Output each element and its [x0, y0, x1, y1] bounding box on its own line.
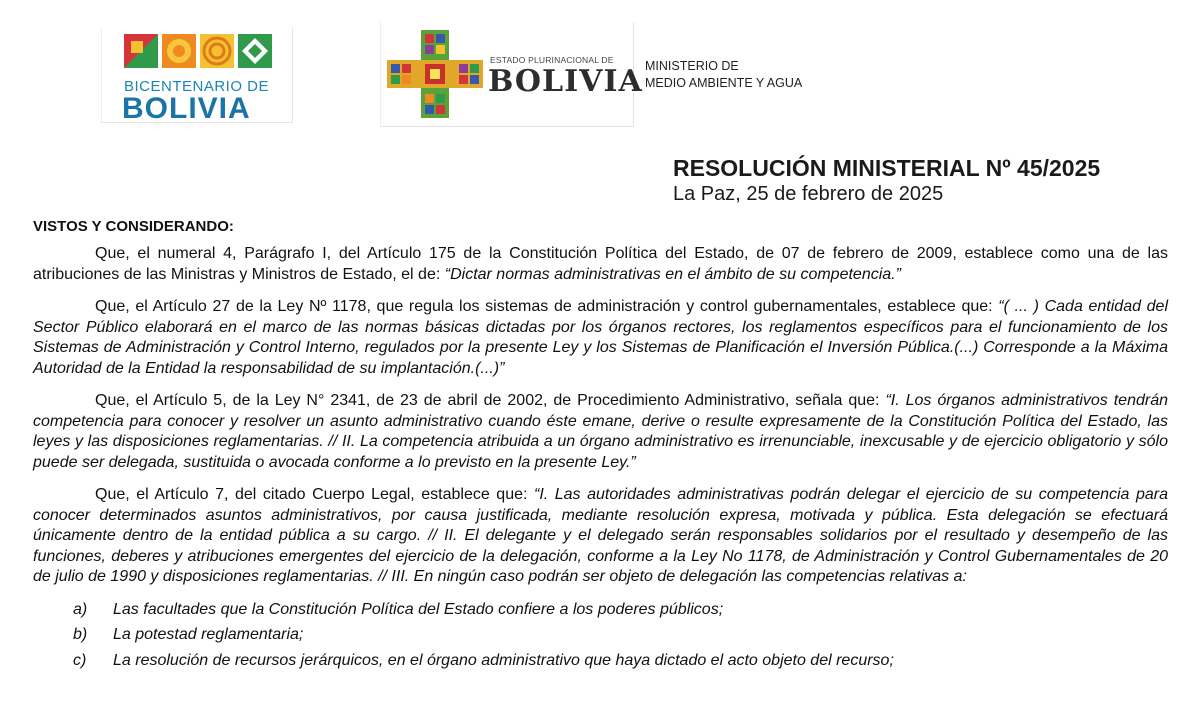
list-item-text: La resolución de recursos jerárquicos, en el órgano administrativo que haya dictado el acto objeto del recurso;: [113, 651, 894, 669]
paragraph-quote: “Dictar normas administrativas en el ámbito de su competencia.”: [444, 265, 901, 283]
paragraph: [33, 485, 1168, 588]
wiphala-cross-icon: [381, 22, 491, 126]
ministry-line1: MINISTERIO DE: [645, 59, 739, 73]
paragraph-text: Que, el Artículo 7, del citado Cuerpo Legal, establece que:: [95, 486, 534, 503]
estado-logo-line1: ESTADO PLURINACIONAL DE: [490, 55, 614, 65]
list-item-letter: b): [73, 626, 88, 643]
bicentenario-logo-line1: BICENTENARIO DE: [124, 78, 270, 95]
competencies-list: [33, 600, 1168, 672]
paragraph-text: Que, el Artículo 5, de la Ley N° 2341, de 23 de abril de 2002, de Procedimiento Administrativo, señala que:: [95, 392, 886, 409]
ministry-line2: MEDIO AMBIENTE Y AGUA: [645, 76, 803, 90]
paragraph-text: Que, el Artículo 27 de la Ley Nº 1178, que regula los sistemas de administración y control gubernamentales, establece que:: [95, 298, 999, 315]
estado-plurinacional-logo: [380, 22, 643, 127]
bicentenario-logo: [101, 28, 293, 123]
ministry-name: [645, 58, 802, 92]
bicentenario-logo-line2: BOLIVIA: [122, 92, 251, 125]
document-body: [33, 244, 1168, 676]
list-item-letter: a): [73, 600, 88, 618]
resolution-title: RESOLUCIÓN MINISTERIAL Nº 45/2025: [673, 155, 1101, 181]
resolution-date: La Paz, 25 de febrero de 2025: [673, 183, 944, 205]
list-item: [33, 600, 1168, 621]
list-item: [33, 651, 1168, 672]
list-item-text: La potestad reglamentaria;: [113, 626, 304, 643]
list-item-letter: c): [73, 651, 87, 669]
section-heading: VISTOS Y CONSIDERANDO:: [33, 218, 234, 235]
paragraph: [33, 391, 1168, 473]
paragraph: [33, 244, 1168, 285]
paragraph-quote: “I. Las autoridades administrativas podrán delegar el ejercicio de su competencia para conocer determinados asuntos administrativos, por causa justificada, mediante resolución expresa, motivada y pública. Esta delegación se efectuará únicamente dentro de la entidad pública a su cargo. // II. El delegante y el delegado serán responsables solidarios por el resultado y desempeño de las funciones, deberes y atribuciones emergentes del ejercicio de la delegación, conforme a la Ley No 1178, de Administración y Control Gubernamentales de 20 de julio de 1990 y disposiciones reglamentarias. // III. En ningún caso podrán ser objeto de delegación las competencias relativas a:: [33, 486, 1169, 585]
paragraph-quote: “I. Los órganos administrativos tendrán competencia para conocer y resolver un asunto administrativo cuando éste emane, derive o resulte expresamente de la Constitución Política del Estado, las leyes y las disposiciones reglamentarias. // II. La competencia atribuida a un órgano administrativo es irrenunciable, inexcusable y de ejercicio obligatorio y sólo puede ser delegada, sustituida o avocada conforme a lo previsto en la presente Ley.”: [33, 392, 1168, 471]
paragraph: [33, 297, 1168, 379]
paragraph-text: Que, el numeral 4, Parágrafo I, del Artículo 175 de la Constitución Política del Estado, de 07 de febrero de 2009, establece como una de las atribuciones de las Ministras y Ministros de Estado, el de:: [33, 245, 1168, 283]
list-item-text: Las facultades que la Constitución Política del Estado confiere a los poderes públicos;: [113, 600, 724, 618]
estado-logo-line2: BOLIVIA: [488, 64, 643, 99]
paragraph-quote: “( ... ) Cada entidad del Sector Público elaborará en el marco de las normas básicas dictadas por los órganos rectores, los reglamentos específicos para el funcionamiento de los Sistemas de Administración y Control Interno, regulados por la presente Ley y los Sistemas de Planificación el Inversión Pública.(...) Corresponde a la Máxima Autoridad de la Entidad la responsabilidad de su implantación.(...)”: [33, 298, 1169, 377]
list-item: [33, 625, 1168, 646]
